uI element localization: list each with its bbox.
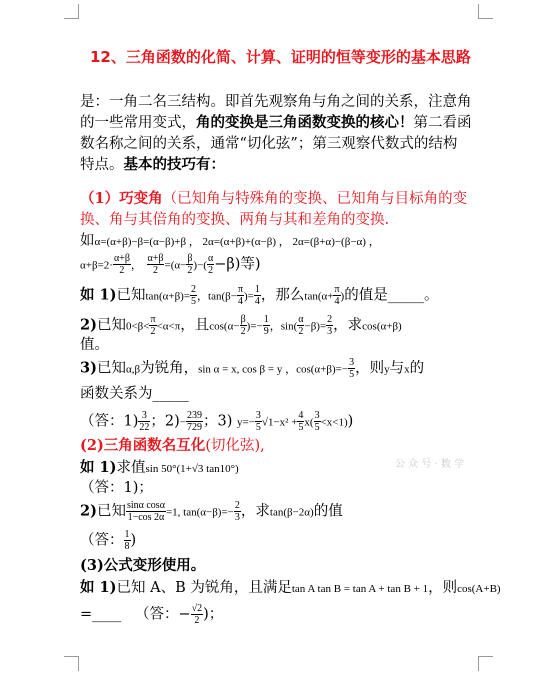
s2-answer-1: （答：1)； [80,480,153,496]
s2-question-2: 2)已知 $\frac{\text{sinα cosα}}{1-\cos 2\alpha}$ =1, tan(α−β)=− $\frac{2}{3}$ ，求tan(β−2α)的值 [80,500,343,523]
intro-line-1: 是：一角二名三结构。即首先观察角与角之间的关系，注意角 [80,94,472,110]
intro-line-2: 的一些常用变式，角的变换是三角函数变换的核心！第二看函 [80,114,472,131]
s2-answer-2: （答： $\frac{1}{8}$ ) [80,529,137,552]
s1-example-line-1: 如α=(α+β)−β=(α−β)+β ， 2α=(α+β)+(α−β) ， 2α=(β+α)−(β−α) ， [80,233,380,249]
s2-question-1: 如 1)求值sin 50°(1+√3 tan10°) [80,459,239,476]
s3-question-1-cont: =____ （答：− $\frac{√2}{2}$ )； [80,603,224,626]
crop-mark-top-left [64,4,79,19]
s1-example-line-2: α+β=2· $\frac{\alpha+\beta}{2}$ ， $\frac{\alpha+\beta}{2}$ =(α− $\frac{\beta}{2}$ )−( $\frac{\alpha}{2}$ −β)等) [80,253,261,276]
intro-line-3: 数名称之间的关系，通常“切化弦”；第三观察代数式的结构 [80,136,458,152]
s1-question-2: 2)已知0<β< $\frac{\pi}{2}$ <α<π，且cos(α− $\frac{\beta}{2}$ )=− $\frac{1}{9}$ ，sin( $\frac{\alpha}{2}$ −β)= $\frac{2}{3}$ ，求cos(α+β) [80,314,402,337]
crop-mark-top-right [478,4,493,19]
s3-question-1: 如 1)已知 A、B 为锐角，且满足tan A tan B = tan A + tan B + 1，则cos(A+B) [80,579,501,596]
s1-question-1: 如 1)已知tan(α+β)= $\frac{2}{5}$ ，tan(β− $\frac{\pi}{4}$ )= $\frac{1}{4}$ ，那么tan(α+ $\frac{\pi}{4}$ )的值是_____。 [80,284,439,307]
s1-heading-line: （1）巧变角（已知角与特殊角的变换、已知角与目标角的变 [80,190,468,207]
watermark: 公 众 号 · 数 学 [395,459,465,470]
s1-answers: （答：1) $\frac{3}{22}$ ；2)− $\frac{239}{729}$ ；3) y=− $\frac{3}{5}$ √1−x² + $\frac{4}{5}$ x( $\frac{3}{5}$ <x<1)) [80,410,354,433]
s2-heading: (2)三角函数名互化 [80,437,206,454]
s1-question-3: 3)已知α,β为锐角，sin α = x, cos β = y ，cos(α+β)=− $\frac{3}{5}$ ，则y与x的 [80,357,425,380]
crop-mark-bottom-left [64,656,79,671]
intro-line-4: 特点。基本的技巧有： [80,156,225,173]
s3-heading-line [80,556,205,576]
s1-question-3-cont: 函数关系为_____ [80,386,189,402]
s1-heading: （1）巧变角 [80,190,163,207]
s3-heading: (3)公式变形使用。 [80,557,206,574]
s1-desc-line-2: 换、角与其倍角的变换、两角与其和差角的变换. [80,212,390,228]
section-title: 12、三角函数的化简、计算、证明的恒等变形的基本思路 [90,48,471,66]
crop-mark-bottom-right [478,656,493,671]
s1-question-2-cont: 值。 [80,337,109,353]
s2-heading-line: (2)三角函数名互化(切化弦), [80,437,265,454]
